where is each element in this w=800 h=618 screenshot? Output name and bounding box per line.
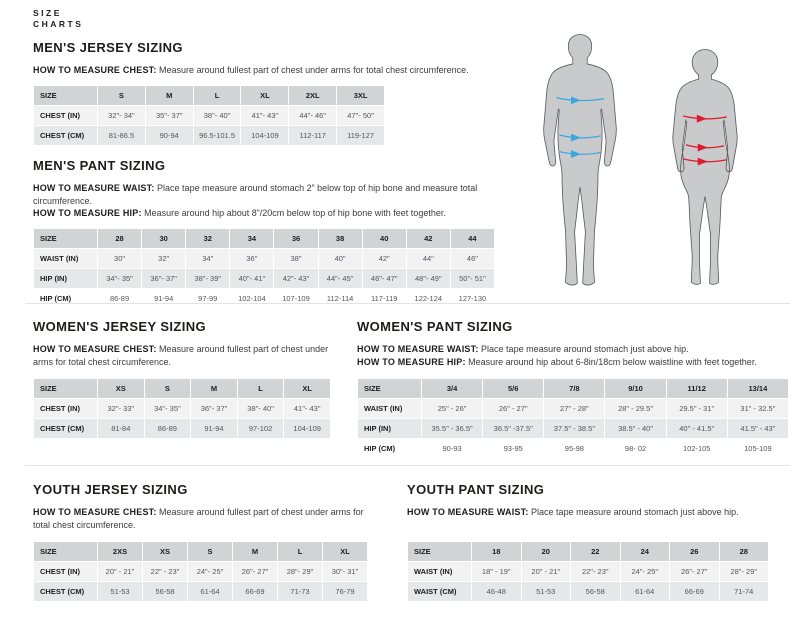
howto-text: Measure around fullest part of chest under arms for total chest circumference. (156, 65, 469, 75)
size-value-cell: 36" (230, 248, 274, 268)
size-value-cell: 36"- 37" (142, 268, 186, 288)
size-value-cell: 48"- 49" (406, 268, 450, 288)
mens-pant-howto-hip (33, 207, 508, 220)
column-header: 36 (274, 228, 318, 248)
size-value-cell: 26" - 27" (483, 399, 544, 419)
size-value-cell: 102-105 (666, 439, 727, 459)
column-header: 42 (406, 228, 450, 248)
column-header: XL (284, 379, 331, 399)
size-value-cell: 30" (98, 248, 142, 268)
size-value-cell: 18" - 19" (472, 562, 522, 582)
size-value-cell: 25" - 26" (422, 399, 483, 419)
column-header: SIZE (34, 85, 98, 105)
column-header: XS (143, 542, 188, 562)
column-header: SIZE (408, 542, 472, 562)
column-header: 9/10 (605, 379, 666, 399)
column-header: 7/8 (544, 379, 605, 399)
size-value-cell: 28" - 29.5" (605, 399, 666, 419)
row-label: HIP (CM) (34, 288, 98, 308)
section-divider (25, 465, 790, 466)
page-title-line2: CHARTS (33, 19, 84, 29)
size-value-cell: 56-58 (571, 582, 621, 602)
size-value-cell: 104-109 (284, 419, 331, 439)
howto-label: HOW TO MEASURE CHEST: (33, 65, 157, 75)
column-header: 11/12 (666, 379, 727, 399)
column-header: L (278, 542, 323, 562)
row-label: CHEST (CM) (34, 125, 98, 145)
size-value-cell: 66-69 (233, 582, 278, 602)
size-value-cell: 32"- 33" (98, 399, 145, 419)
row-label: HIP (IN) (358, 419, 422, 439)
howto-text: Measure around fullest part of chest under arms for total chest circumference. (33, 507, 364, 530)
column-header: M (145, 85, 193, 105)
row-label: CHEST (CM) (34, 419, 98, 439)
page-title-line1: SIZE (33, 8, 62, 18)
size-value-cell: 112-117 (289, 125, 337, 145)
size-value-cell: 29.5" - 31" (666, 399, 727, 419)
size-value-cell: 98- 02 (605, 439, 666, 459)
section-womens-pant (357, 319, 791, 459)
column-header: L (193, 85, 241, 105)
size-value-cell: 40"- 41" (230, 268, 274, 288)
size-value-cell: 71-73 (278, 582, 323, 602)
row-label: WAIST (CM) (408, 582, 472, 602)
size-value-cell: 96.5-101.5 (193, 125, 241, 145)
female-figure (664, 46, 746, 291)
size-value-cell: 26"- 27" (233, 562, 278, 582)
size-value-cell: 44" (406, 248, 450, 268)
size-value-cell: 40" (318, 248, 362, 268)
column-header: SIZE (34, 228, 98, 248)
page-title (33, 8, 83, 30)
column-header: 5/6 (483, 379, 544, 399)
row-label: HIP (CM) (358, 439, 422, 459)
size-value-cell: 38.5" - 40" (605, 419, 666, 439)
female-silhouette (673, 50, 738, 285)
column-header: S (188, 542, 233, 562)
size-value-cell: 32"- 34" (98, 105, 146, 125)
size-value-cell: 34"- 35" (144, 399, 191, 419)
size-value-cell: 37.5" - 38.5" (544, 419, 605, 439)
howto-label: HOW TO MEASURE CHEST: (33, 507, 157, 517)
size-value-cell: 35"- 37" (145, 105, 193, 125)
size-value-cell: 51-53 (521, 582, 571, 602)
section-mens-jersey (33, 40, 503, 146)
size-value-cell: 97-102 (237, 419, 284, 439)
mens-pant-table (33, 228, 495, 309)
size-value-cell: 90-94 (145, 125, 193, 145)
size-value-cell: 81-84 (98, 419, 145, 439)
youth-pant-title: YOUTH PANT SIZING (407, 482, 545, 497)
howto-text: Place tape measure around stomach just above hip. (528, 507, 739, 517)
row-label: CHEST (IN) (34, 399, 98, 419)
column-header: 3XL (337, 85, 385, 105)
womens-pant-howto-hip (357, 356, 791, 369)
male-figure (535, 31, 625, 291)
size-value-cell: 22"- 23" (571, 562, 621, 582)
size-value-cell: 41.5" - 43" (727, 419, 788, 439)
size-value-cell: 90-93 (422, 439, 483, 459)
column-header: 26 (670, 542, 720, 562)
size-value-cell: 30"- 31" (323, 562, 368, 582)
column-header: 24 (620, 542, 670, 562)
size-value-cell: 34" (186, 248, 230, 268)
column-header: 18 (472, 542, 522, 562)
howto-label: HOW TO MEASURE HIP: (33, 208, 142, 218)
size-value-cell: 44"- 46" (289, 105, 337, 125)
column-header: XS (98, 379, 145, 399)
size-value-cell: 91-94 (142, 288, 186, 308)
column-header: 30 (142, 228, 186, 248)
size-value-cell: 47"- 50" (337, 105, 385, 125)
row-label: WAIST (IN) (358, 399, 422, 419)
size-value-cell: 38"- 40" (193, 105, 241, 125)
womens-pant-title: WOMEN'S PANT SIZING (357, 319, 513, 334)
size-value-cell: 56-58 (143, 582, 188, 602)
size-value-cell: 102-104 (230, 288, 274, 308)
size-value-cell: 44"- 45" (318, 268, 362, 288)
column-header: SIZE (34, 379, 98, 399)
size-value-cell: 42" (362, 248, 406, 268)
column-header: 20 (521, 542, 571, 562)
size-value-cell: 119-127 (337, 125, 385, 145)
section-mens-pant (33, 158, 508, 309)
size-value-cell: 20" - 21" (98, 562, 143, 582)
size-value-cell: 31" - 32.5" (727, 399, 788, 419)
section-youth-jersey (33, 482, 378, 602)
size-value-cell: 38"- 39" (186, 268, 230, 288)
womens-pant-howto-waist (357, 343, 791, 356)
column-header: 3/4 (422, 379, 483, 399)
size-value-cell: 117-119 (362, 288, 406, 308)
size-value-cell: 107-109 (274, 288, 318, 308)
size-value-cell: 46-48 (472, 582, 522, 602)
row-label: CHEST (IN) (34, 105, 98, 125)
size-value-cell: 50"- 51" (450, 268, 494, 288)
row-label: CHEST (CM) (34, 582, 98, 602)
column-header: 2XS (98, 542, 143, 562)
size-value-cell: 104-109 (241, 125, 289, 145)
size-value-cell: 93-95 (483, 439, 544, 459)
column-header: L (237, 379, 284, 399)
youth-pant-howto (407, 506, 772, 519)
size-value-cell: 86-89 (98, 288, 142, 308)
size-value-cell: 42"- 43" (274, 268, 318, 288)
size-value-cell: 61-64 (188, 582, 233, 602)
male-silhouette (544, 34, 617, 285)
howto-text: Measure around fullest part of chest under arms for total chest circumference. (33, 344, 329, 367)
column-header: SIZE (34, 542, 98, 562)
howto-text: Place tape measure around stomach just above hip. (478, 344, 689, 354)
youth-jersey-title: YOUTH JERSEY SIZING (33, 482, 188, 497)
column-header: 13/14 (727, 379, 788, 399)
size-value-cell: 24"- 25" (188, 562, 233, 582)
size-value-cell: 38" (274, 248, 318, 268)
section-divider (25, 303, 790, 304)
size-value-cell: 34"- 35" (98, 268, 142, 288)
mens-jersey-table (33, 85, 385, 146)
section-womens-jersey (33, 319, 338, 439)
size-value-cell: 95-98 (544, 439, 605, 459)
size-value-cell: 51-53 (98, 582, 143, 602)
column-header: SIZE (358, 379, 422, 399)
column-header: XL (323, 542, 368, 562)
size-value-cell: 127-130 (450, 288, 494, 308)
column-header: 40 (362, 228, 406, 248)
size-value-cell: 36.5" -37.5" (483, 419, 544, 439)
womens-jersey-howto (33, 343, 338, 368)
size-value-cell: 76-79 (323, 582, 368, 602)
howto-label: HOW TO MEASURE WAIST: (357, 344, 479, 354)
size-value-cell: 46"- 47" (362, 268, 406, 288)
youth-pant-table (407, 541, 769, 602)
size-value-cell: 71-74 (719, 582, 769, 602)
column-header: XL (241, 85, 289, 105)
size-value-cell: 66-69 (670, 582, 720, 602)
size-value-cell: 46" (450, 248, 494, 268)
column-header: 28 (98, 228, 142, 248)
column-header: 2XL (289, 85, 337, 105)
size-value-cell: 122-124 (406, 288, 450, 308)
womens-jersey-table (33, 378, 331, 439)
column-header: M (233, 542, 278, 562)
size-value-cell: 97-99 (186, 288, 230, 308)
size-value-cell: 105-109 (727, 439, 788, 459)
howto-label: HOW TO MEASURE WAIST: (33, 183, 155, 193)
youth-jersey-table (33, 541, 368, 602)
size-value-cell: 86-89 (144, 419, 191, 439)
howto-text: Measure around hip about 6-8in/18cm below waistline with feet together. (465, 356, 757, 367)
size-value-cell: 35.5" - 36.5" (422, 419, 483, 439)
mens-pant-howto-waist (33, 182, 508, 207)
row-label: HIP (IN) (34, 268, 98, 288)
column-header: 22 (571, 542, 621, 562)
column-header: 34 (230, 228, 274, 248)
womens-pant-table (357, 378, 789, 459)
column-header: S (144, 379, 191, 399)
column-header: 32 (186, 228, 230, 248)
size-value-cell: 61-64 (620, 582, 670, 602)
size-value-cell: 22" - 23" (143, 562, 188, 582)
howto-text: Place tape measure around stomach 2” below top of hip bone and measure total circumference. (33, 183, 478, 206)
size-value-cell: 26"- 27" (670, 562, 720, 582)
size-value-cell: 27" - 28" (544, 399, 605, 419)
size-value-cell: 36"- 37" (191, 399, 238, 419)
size-value-cell: 38"- 40" (237, 399, 284, 419)
size-value-cell: 41"- 43" (241, 105, 289, 125)
row-label: CHEST (IN) (34, 562, 98, 582)
column-header: M (191, 379, 238, 399)
size-value-cell: 41"- 43" (284, 399, 331, 419)
womens-jersey-title: WOMEN'S JERSEY SIZING (33, 319, 207, 334)
size-value-cell: 24"- 25" (620, 562, 670, 582)
column-header: 38 (318, 228, 362, 248)
row-label: WAIST (IN) (34, 248, 98, 268)
size-value-cell: 20" - 21" (521, 562, 571, 582)
size-value-cell: 40" - 41.5" (666, 419, 727, 439)
section-youth-pant (407, 482, 772, 602)
mens-jersey-title: MEN'S JERSEY SIZING (33, 40, 183, 55)
size-value-cell: 28"- 29" (719, 562, 769, 582)
size-value-cell: 32" (142, 248, 186, 268)
howto-label: HOW TO MEASURE CHEST: (33, 344, 157, 354)
size-value-cell: 81-86.5 (98, 125, 146, 145)
youth-jersey-howto (33, 506, 378, 531)
column-header: S (98, 85, 146, 105)
size-value-cell: 28"- 29" (278, 562, 323, 582)
howto-text: Measure around hip about 8”/20cm below top of hip bone with feet together. (141, 208, 446, 218)
size-value-cell: 112-114 (318, 288, 362, 308)
howto-label: HOW TO MEASURE WAIST: (407, 507, 529, 517)
howto-label: HOW TO MEASURE HIP: (357, 356, 466, 367)
row-label: WAIST (IN) (408, 562, 472, 582)
mens-jersey-howto (33, 64, 503, 77)
column-header: 28 (719, 542, 769, 562)
size-value-cell: 91-94 (191, 419, 238, 439)
column-header: 44 (450, 228, 494, 248)
mens-pant-title: MEN'S PANT SIZING (33, 158, 166, 173)
